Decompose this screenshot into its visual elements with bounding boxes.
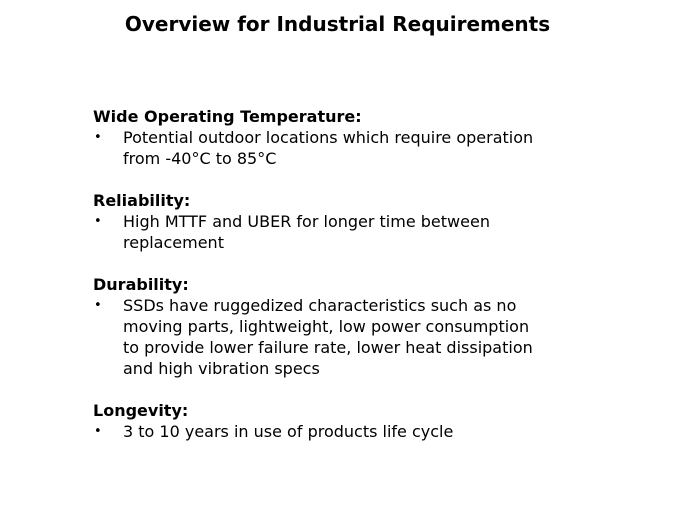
- bullet-line: High MTTF and UBER for longer time between: [123, 212, 490, 231]
- section-heading: Longevity:: [93, 401, 189, 420]
- section-heading: Durability:: [93, 275, 189, 294]
- bullet-line: to provide lower failure rate, lower heat dissipation: [123, 338, 533, 357]
- bullet-item: [93, 127, 613, 169]
- bullet-line: replacement: [123, 233, 224, 252]
- bullet-icon: •: [94, 214, 102, 229]
- bullet-text: [123, 421, 613, 442]
- section-durability: [93, 274, 613, 379]
- bullet-text: [123, 127, 613, 169]
- bullet-text: [123, 211, 613, 253]
- bullet-icon: •: [94, 298, 102, 313]
- bullet-item: [93, 421, 613, 442]
- section-heading: Wide Operating Temperature:: [93, 107, 362, 126]
- bullet-line: 3 to 10 years in use of products life cycle: [123, 422, 454, 441]
- section-reliability: [93, 190, 613, 253]
- bullet-line: Potential outdoor locations which require operation: [123, 128, 534, 147]
- section-heading: Reliability:: [93, 191, 191, 210]
- bullet-text: [123, 295, 613, 379]
- bullet-line: and high vibration specs: [123, 359, 320, 378]
- slide-content: [93, 106, 613, 463]
- section-wide-operating-temperature: [93, 106, 613, 169]
- bullet-icon: •: [94, 424, 102, 439]
- bullet-item: [93, 295, 613, 379]
- bullet-line: SSDs have ruggedized characteristics such as no: [123, 296, 517, 315]
- bullet-line: from -40°C to 85°C: [123, 149, 277, 168]
- bullet-icon: •: [94, 130, 102, 145]
- section-longevity: [93, 400, 613, 442]
- slide-title: Overview for Industrial Requirements: [124, 12, 551, 36]
- bullet-line: moving parts, lightweight, low power consumption: [123, 317, 530, 336]
- bullet-item: [93, 211, 613, 253]
